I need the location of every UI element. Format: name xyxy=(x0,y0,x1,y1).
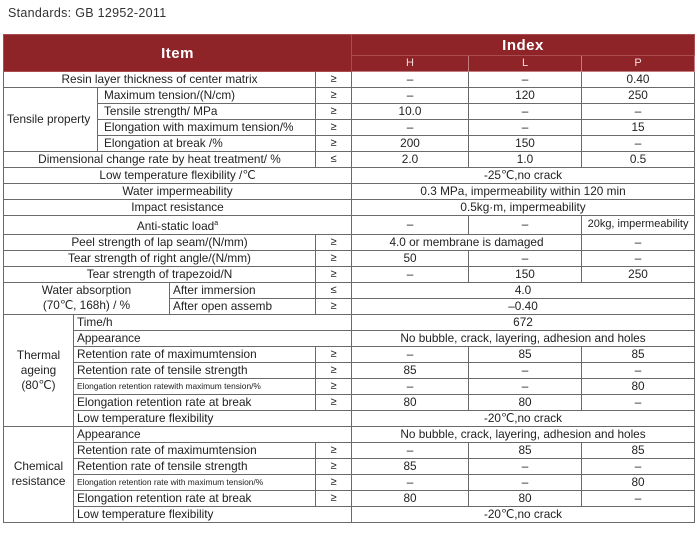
cell-p: – xyxy=(582,234,695,250)
cell-p: 250 xyxy=(582,266,695,282)
row-label: Low temperature flexibility /℃ xyxy=(4,168,352,184)
row-label: Tear strength of right angle/(N/mm) xyxy=(4,250,316,266)
table-row xyxy=(4,88,695,104)
row-label: Elongation retention rate with maximum tension/% xyxy=(74,474,316,490)
table-row xyxy=(4,314,695,330)
cell-h: 50 xyxy=(352,250,469,266)
row-label xyxy=(4,216,352,235)
cell-l: – xyxy=(469,474,582,490)
cell-p: – xyxy=(582,362,695,378)
cell-h: 80 xyxy=(352,394,469,410)
cell-span: No bubble, crack, layering, adhesion and holes xyxy=(352,330,695,346)
table-row xyxy=(4,136,695,152)
row-label: Low temperature flexibility xyxy=(74,410,352,426)
table-row xyxy=(4,362,695,378)
row-label: Retention rate of tensile strength xyxy=(74,458,316,474)
row-symbol: ≥ xyxy=(316,250,352,266)
cell-p: – xyxy=(582,394,695,410)
row-label: Retention rate of maximumtension xyxy=(74,346,316,362)
cell-l: – xyxy=(469,72,582,88)
cell-h: 2.0 xyxy=(352,152,469,168)
row-label: Peel strength of lap seam/(N/mm) xyxy=(4,234,316,250)
cell-l: 80 xyxy=(469,394,582,410)
standards-title: Standards: GB 12952-2011 xyxy=(8,6,167,20)
cell-h: – xyxy=(352,72,469,88)
row-label: Elongation at break /% xyxy=(98,136,316,152)
cell-h: – xyxy=(352,442,469,458)
row-symbol: ≥ xyxy=(316,378,352,394)
cell-l: 85 xyxy=(469,442,582,458)
row-symbol: ≥ xyxy=(316,394,352,410)
row-symbol: ≤ xyxy=(316,152,352,168)
cell-p: 85 xyxy=(582,442,695,458)
row-label: Retention rate of tensile strength xyxy=(74,362,316,378)
cell-l: – xyxy=(469,120,582,136)
row-label: Time/h xyxy=(74,314,352,330)
row-symbol: ≥ xyxy=(316,490,352,506)
row-symbol: ≥ xyxy=(316,120,352,136)
table-row xyxy=(4,442,695,458)
table-row xyxy=(4,72,695,88)
header-h: H xyxy=(352,56,469,72)
cell-h: – xyxy=(352,216,469,235)
table-row xyxy=(4,458,695,474)
header-index: Index xyxy=(352,35,695,56)
cell-span: No bubble, crack, layering, adhesion and holes xyxy=(352,426,695,442)
cell-h: – xyxy=(352,346,469,362)
table-row xyxy=(4,474,695,490)
cell-p: 15 xyxy=(582,120,695,136)
cell-h: – xyxy=(352,88,469,104)
row-symbol: ≥ xyxy=(316,362,352,378)
cell-h: – xyxy=(352,378,469,394)
cell-l: – xyxy=(469,250,582,266)
table-row xyxy=(4,200,695,216)
cell-span: -20℃,no crack xyxy=(352,506,695,522)
cell-h: 200 xyxy=(352,136,469,152)
header-p: P xyxy=(582,56,695,72)
table-row xyxy=(4,184,695,200)
row-label: Retention rate of maximumtension xyxy=(74,442,316,458)
row-label: Dimensional change rate by heat treatment/ % xyxy=(4,152,316,168)
cell-l: – xyxy=(469,362,582,378)
row-symbol: ≥ xyxy=(316,442,352,458)
cell-l: 85 xyxy=(469,346,582,362)
table-row xyxy=(4,426,695,442)
cell-l: 150 xyxy=(469,136,582,152)
table-row xyxy=(4,216,695,235)
group-label-line: ageing xyxy=(20,362,57,377)
cell-p: – xyxy=(582,250,695,266)
cell-h: – xyxy=(352,474,469,490)
row-label-text: Anti-static load xyxy=(136,218,215,233)
table-row xyxy=(4,168,695,184)
footnote-mark: a xyxy=(214,220,219,227)
row-label: Tear strength of trapezoid/N xyxy=(4,266,316,282)
cell-p: – xyxy=(582,458,695,474)
cell-p: 80 xyxy=(582,474,695,490)
cell-p: – xyxy=(582,136,695,152)
row-symbol: ≥ xyxy=(316,458,352,474)
row-label: After immersion xyxy=(170,282,316,298)
group-label-line: Thermal xyxy=(16,347,61,362)
row-symbol: ≥ xyxy=(316,346,352,362)
cell-span: -25℃,no crack xyxy=(352,168,695,184)
cell-span: 0.3 MPa, impermeability within 120 min xyxy=(352,184,695,200)
row-symbol: ≥ xyxy=(316,266,352,282)
row-symbol: ≥ xyxy=(316,104,352,120)
table-row xyxy=(4,282,695,298)
cell-p: 80 xyxy=(582,378,695,394)
row-symbol: ≤ xyxy=(316,282,352,298)
table-row xyxy=(4,378,695,394)
table-row xyxy=(4,104,695,120)
header-l: L xyxy=(469,56,582,72)
table-row xyxy=(4,120,695,136)
cell-h: 85 xyxy=(352,458,469,474)
row-label: Resin layer thickness of center matrix xyxy=(4,72,316,88)
table-row xyxy=(4,250,695,266)
group-label-line: (80℃) xyxy=(21,377,56,392)
row-label: Maximum tension/(N/cm) xyxy=(98,88,316,104)
spec-table xyxy=(3,34,695,523)
cell-span: 672 xyxy=(352,314,695,330)
row-symbol: ≥ xyxy=(316,72,352,88)
row-label: Appearance xyxy=(74,330,352,346)
header-item: Item xyxy=(4,35,352,72)
cell-l: 150 xyxy=(469,266,582,282)
cell-span: 0.5kg·m, impermeability xyxy=(352,200,695,216)
group-label-line: Water absorption xyxy=(41,283,132,298)
row-label: Water impermeability xyxy=(4,184,352,200)
row-label: Elongation retention ratewith maximum tension/% xyxy=(74,378,316,394)
cell-l: – xyxy=(469,104,582,120)
row-symbol: ≥ xyxy=(316,136,352,152)
row-label: After open assemb xyxy=(170,298,316,314)
cell-p: 20kg, impermeability xyxy=(582,216,695,235)
cell-h: 85 xyxy=(352,362,469,378)
header-row xyxy=(4,35,695,56)
cell-hl: 4.0 or membrane is damaged xyxy=(352,234,582,250)
table-row xyxy=(4,266,695,282)
table-row xyxy=(4,152,695,168)
cell-l: 120 xyxy=(469,88,582,104)
row-symbol: ≥ xyxy=(316,88,352,104)
cell-l: – xyxy=(469,458,582,474)
row-label: Low temperature flexibility xyxy=(74,506,352,522)
cell-l: 1.0 xyxy=(469,152,582,168)
row-label: Tensile strength/ MPa xyxy=(98,104,316,120)
row-label: Elongation retention rate at break xyxy=(74,394,316,410)
table-row xyxy=(4,234,695,250)
cell-p: 0.5 xyxy=(582,152,695,168)
row-label: Impact resistance xyxy=(4,200,352,216)
row-symbol: ≥ xyxy=(316,234,352,250)
cell-l: – xyxy=(469,216,582,235)
row-label: Elongation with maximum tension/% xyxy=(98,120,316,136)
row-symbol: ≥ xyxy=(316,474,352,490)
cell-h: – xyxy=(352,120,469,136)
cell-p: – xyxy=(582,490,695,506)
cell-p: 0.40 xyxy=(582,72,695,88)
table-row xyxy=(4,330,695,346)
table-row xyxy=(4,394,695,410)
group-label-line: (70℃, 168h) / % xyxy=(42,298,131,313)
group-label-line: Chemical xyxy=(13,459,64,474)
cell-span: 4.0 xyxy=(352,282,695,298)
table-row xyxy=(4,506,695,522)
table-row xyxy=(4,410,695,426)
cell-span: -20℃,no crack xyxy=(352,410,695,426)
cell-p: 250 xyxy=(582,88,695,104)
group-label-tensile: Tensile property xyxy=(4,88,98,152)
cell-p: – xyxy=(582,104,695,120)
cell-span: –0.40 xyxy=(352,298,695,314)
row-symbol: ≥ xyxy=(316,298,352,314)
row-label: Elongation retention rate at break xyxy=(74,490,316,506)
group-label-thermal xyxy=(4,314,74,426)
row-label: Appearance xyxy=(74,426,352,442)
cell-h: – xyxy=(352,266,469,282)
cell-l: – xyxy=(469,378,582,394)
group-label-chemical xyxy=(4,426,74,522)
cell-l: 80 xyxy=(469,490,582,506)
group-label-line: resistance xyxy=(11,474,66,489)
cell-p: 85 xyxy=(582,346,695,362)
table-row xyxy=(4,490,695,506)
table-row xyxy=(4,346,695,362)
cell-h: 80 xyxy=(352,490,469,506)
cell-h: 10.0 xyxy=(352,104,469,120)
group-label-water-absorption xyxy=(4,282,170,314)
